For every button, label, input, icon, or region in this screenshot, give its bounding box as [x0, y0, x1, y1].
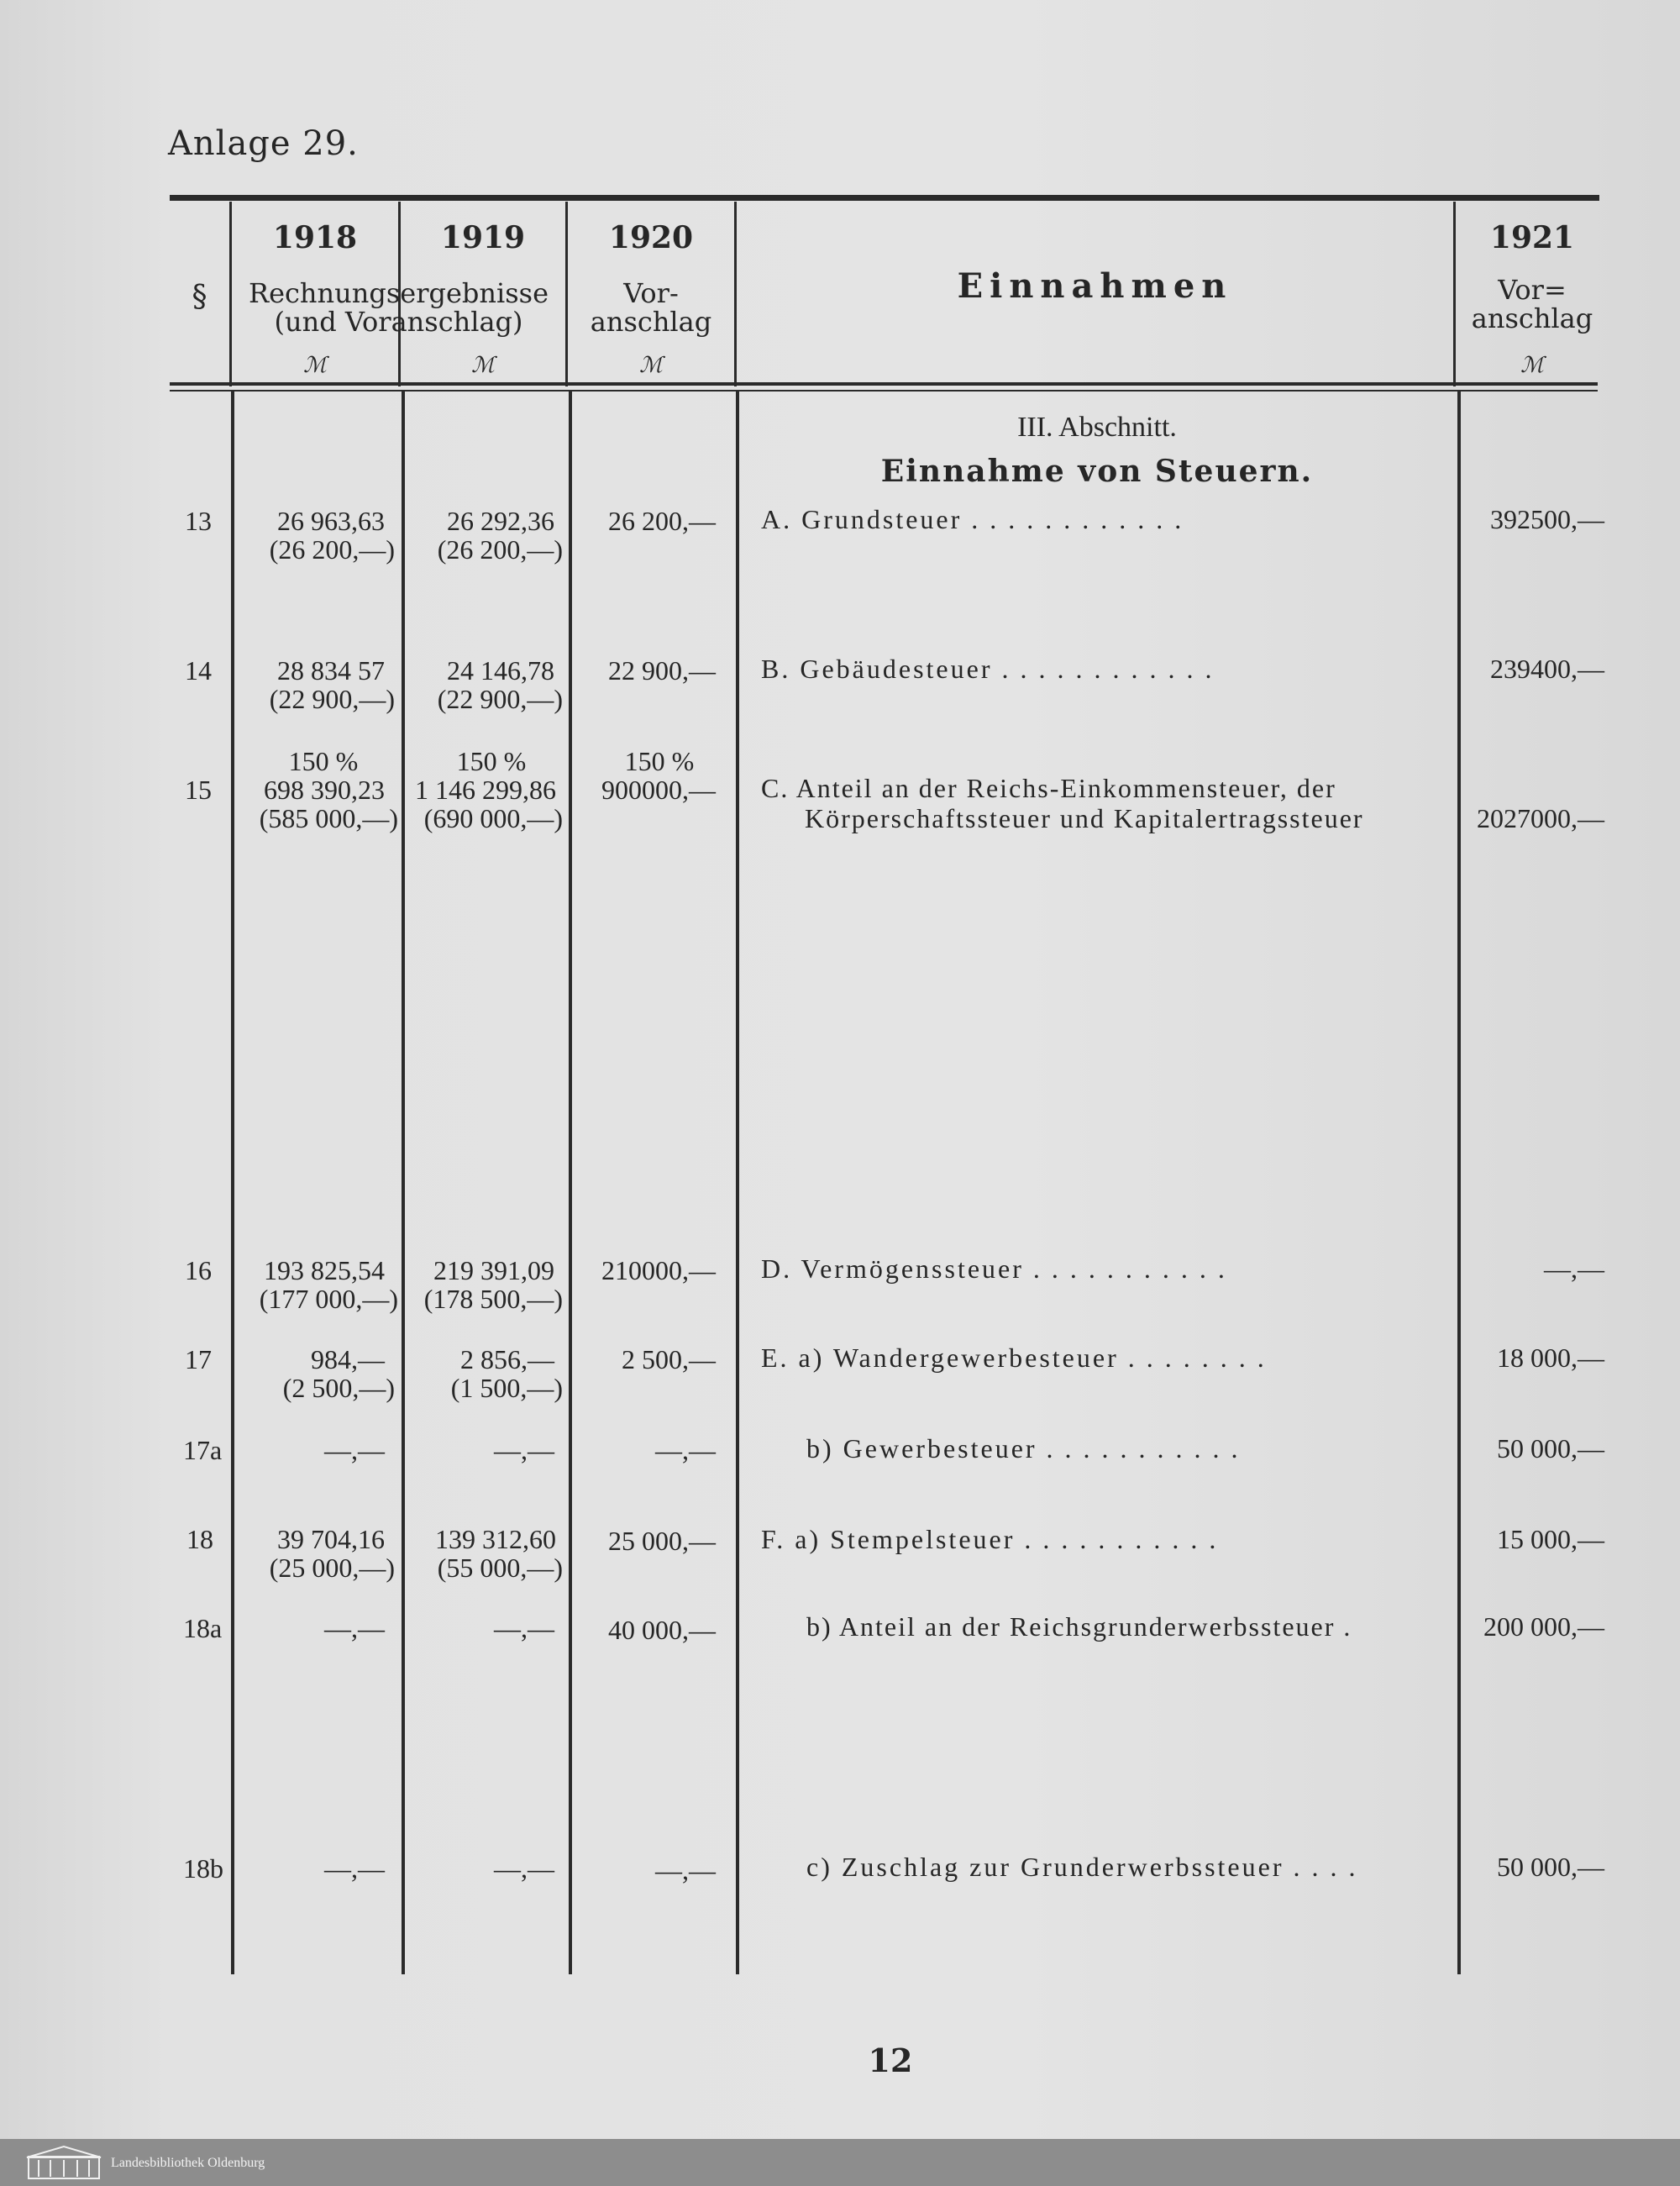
column-divider: [569, 391, 572, 1974]
voranschlag-1921-sublabel: anschlag: [1471, 302, 1593, 334]
column-divider: [1457, 391, 1461, 1974]
value-1920: 25 000,—: [608, 1526, 716, 1556]
value-1921: 18 000,—: [1497, 1343, 1604, 1373]
rate-1920: 150 %: [624, 746, 695, 776]
voranschlag-1918: (25 000,—): [269, 1553, 395, 1583]
value-1921: 239400,—: [1490, 654, 1604, 684]
value-1918: 984,—: [311, 1344, 385, 1374]
table-header-rule-2: [170, 390, 1598, 391]
income-label-continued: Körperschaftssteuer und Kapitalertragssteuer: [805, 803, 1364, 833]
value-1919: —,—: [494, 1613, 554, 1643]
voranschlag-1919: (690 000,—): [423, 803, 563, 833]
voranschlag-1919: (26 200,—): [437, 534, 563, 565]
income-label: C. Anteil an der Reichs-Einkommensteuer, der: [761, 773, 1336, 803]
paragraph-number: 16: [185, 1255, 212, 1285]
value-1921: —,—: [1544, 1253, 1604, 1284]
income-label: F. a) Stempelsteuer . . . . . . . . . . .: [761, 1524, 1219, 1554]
voranschlag-1918: (585 000,—): [259, 803, 398, 833]
value-1919: —,—: [494, 1853, 554, 1884]
value-1921: 200 000,—: [1483, 1611, 1604, 1642]
voranschlag-1919: (22 900,—): [437, 684, 563, 714]
year-1918-header: 1918: [272, 220, 358, 255]
currency-mark-1918: ℳ: [303, 353, 327, 378]
year-1921-header: 1921: [1489, 220, 1575, 255]
income-label: c) Zuschlag zur Grunderwerbssteuer . . . .: [806, 1852, 1358, 1882]
value-1921: 15 000,—: [1497, 1524, 1604, 1554]
voranschlag-1918: (2 500,—): [282, 1373, 395, 1403]
value-1920: 2 500,—: [622, 1344, 716, 1374]
income-label: b) Gewerbesteuer . . . . . . . . . . .: [806, 1433, 1241, 1463]
paragraph-number: 15: [185, 775, 212, 805]
value-1920: —,—: [655, 1435, 716, 1465]
value-1918: —,—: [324, 1853, 385, 1884]
einnahmen-header: Einnahmen: [957, 266, 1233, 306]
column-divider: [402, 391, 405, 1974]
column-divider: [736, 391, 739, 1974]
value-1919: 219 391,09: [433, 1255, 554, 1285]
voranschlag-1919: (55 000,—): [437, 1553, 563, 1583]
value-1918: 698 390,23: [264, 775, 385, 805]
page-number: 12: [868, 2041, 913, 2079]
value-1920: —,—: [655, 1855, 716, 1885]
voranschlag-1920-label: Vor-: [623, 277, 679, 309]
paragraph-column-header: §: [192, 280, 207, 314]
value-1920: 40 000,—: [608, 1615, 716, 1645]
value-1919: 139 312,60: [435, 1524, 556, 1554]
currency-mark-1919: ℳ: [471, 353, 495, 378]
voranschlag-1919: (1 500,—): [450, 1373, 563, 1403]
voranschlag-1918: (26 200,—): [269, 534, 395, 565]
value-1918: 39 704,16: [277, 1524, 385, 1554]
table-top-rule: [170, 195, 1599, 201]
anlage-label: Anlage 29.: [168, 124, 359, 163]
value-1921: 2027000,—: [1477, 803, 1604, 833]
currency-mark-1920: ℳ: [639, 353, 663, 378]
paragraph-number: 17: [185, 1344, 212, 1374]
library-name: Landesbibliothek Oldenburg: [111, 2156, 265, 2170]
paragraph-number: 17a: [183, 1435, 223, 1465]
value-1919: —,—: [494, 1435, 554, 1465]
value-1919: 24 146,78: [447, 655, 554, 686]
value-1918: —,—: [324, 1613, 385, 1643]
value-1921: 392500,—: [1490, 504, 1604, 534]
voranschlag-1918: (177 000,—): [259, 1284, 398, 1314]
voranschlag-1921-label: Vor=: [1498, 274, 1567, 306]
section-heading: III. Abschnitt.: [1017, 412, 1177, 443]
year-1920-header: 1920: [608, 220, 694, 255]
column-divider: [231, 391, 234, 1974]
value-1918: 28 834 57: [277, 655, 385, 686]
paragraph-number: 18a: [183, 1613, 223, 1643]
value-1918: 26 963,63: [277, 506, 385, 536]
paragraph-number: 18b: [183, 1853, 223, 1884]
table-header-rule: [170, 382, 1598, 386]
rechnung-sublabel: (und Voranschlag): [274, 306, 523, 338]
rate-1918: 150 %: [288, 746, 359, 776]
income-label: B. Gebäudesteuer . . . . . . . . . . . .: [761, 654, 1215, 684]
rechnung-label: Rechnungsergebnisse: [248, 277, 549, 309]
value-1920: 900000,—: [601, 775, 716, 805]
paragraph-number: 18: [186, 1524, 213, 1554]
voranschlag-1918: (22 900,—): [269, 684, 395, 714]
value-1921: 50 000,—: [1497, 1852, 1604, 1882]
income-label: A. Grundsteuer . . . . . . . . . . . .: [761, 504, 1184, 534]
income-label: b) Anteil an der Reichsgrunderwerbssteuer .: [806, 1611, 1352, 1642]
value-1921: 50 000,—: [1497, 1433, 1604, 1463]
section-subheading: Einnahme von Steuern.: [880, 454, 1314, 489]
value-1920: 210000,—: [601, 1255, 716, 1285]
value-1918: 193 825,54: [264, 1255, 385, 1285]
currency-mark-1921: ℳ: [1520, 353, 1544, 378]
value-1920: 22 900,—: [608, 655, 716, 686]
income-label: E. a) Wandergewerbesteuer . . . . . . . .: [761, 1343, 1267, 1373]
paragraph-number: 14: [185, 655, 212, 686]
value-1920: 26 200,—: [608, 506, 716, 536]
voranschlag-1920-sublabel: anschlag: [590, 306, 712, 338]
value-1919: 1 146 299,86: [415, 775, 556, 805]
library-building-icon: [25, 2145, 102, 2180]
voranschlag-1919: (178 500,—): [423, 1284, 563, 1314]
income-label: D. Vermögenssteuer . . . . . . . . . . .: [761, 1253, 1227, 1284]
value-1919: 2 856,—: [460, 1344, 554, 1374]
rate-1919: 150 %: [456, 746, 527, 776]
value-1918: —,—: [324, 1435, 385, 1465]
paragraph-number: 13: [185, 506, 212, 536]
value-1919: 26 292,36: [447, 506, 554, 536]
year-1919-header: 1919: [440, 220, 526, 255]
